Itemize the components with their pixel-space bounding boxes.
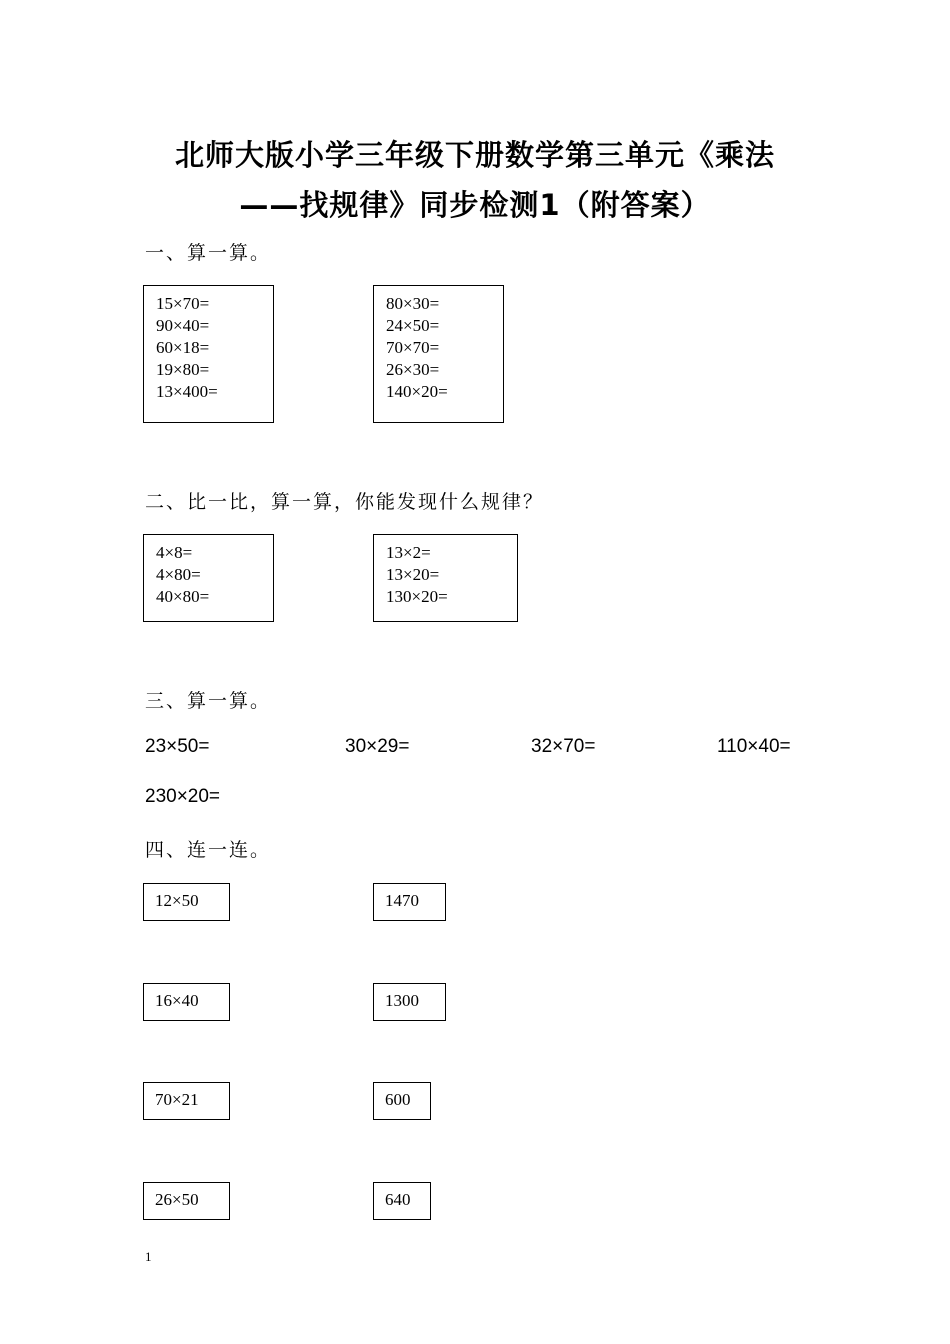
problem: 13×20= xyxy=(386,565,440,584)
problem: 110×40= xyxy=(717,736,791,757)
section-1-box-right xyxy=(373,285,504,423)
document-title-line-2: ——找规律》同步检测1（附答案） xyxy=(239,188,711,222)
problem: 230×20= xyxy=(145,786,221,807)
match-left-box[interactable]: 26×50 xyxy=(143,1182,230,1220)
problem: 24×50= xyxy=(386,316,440,335)
problem: 40×80= xyxy=(156,587,210,606)
problem: 90×40= xyxy=(156,316,210,335)
match-right-box[interactable]: 600 xyxy=(373,1082,431,1120)
section-3-heading: 三、算一算。 xyxy=(145,690,272,712)
problem: 19×80= xyxy=(156,360,210,379)
problem: 13×2= xyxy=(386,543,431,562)
document-title-line-1: 北师大版小学三年级下册数学第三单元《乘法 xyxy=(174,138,775,172)
match-left-box[interactable]: 70×21 xyxy=(143,1082,230,1120)
problem: 70×70= xyxy=(386,338,440,357)
problem: 60×18= xyxy=(156,338,210,357)
section-2-box-left xyxy=(143,534,274,622)
problem: 130×20= xyxy=(386,587,448,606)
problem: 4×8= xyxy=(156,543,193,562)
section-1-heading: 一、算一算。 xyxy=(145,242,272,264)
problem: 13×400= xyxy=(156,382,218,401)
problem: 4×80= xyxy=(156,565,201,584)
problem: 30×29= xyxy=(345,736,410,757)
match-right-box[interactable]: 1470 xyxy=(373,883,446,921)
problem: 26×30= xyxy=(386,360,440,379)
section-2-heading: 二、比一比，算一算，你能发现什么规律？ xyxy=(145,491,545,513)
match-left-box[interactable]: 16×40 xyxy=(143,983,230,1021)
page-number: 1 xyxy=(145,1249,152,1264)
problem: 23×50= xyxy=(145,736,210,757)
problem: 80×30= xyxy=(386,294,440,313)
section-4-heading: 四、连一连。 xyxy=(145,839,272,861)
problem: 32×70= xyxy=(531,736,596,757)
match-right-box[interactable]: 1300 xyxy=(373,983,446,1021)
match-right-box[interactable]: 640 xyxy=(373,1182,431,1220)
problem: 15×70= xyxy=(156,294,210,313)
section-1-box-left xyxy=(143,285,274,423)
match-left-box[interactable]: 12×50 xyxy=(143,883,230,921)
problem: 140×20= xyxy=(386,382,448,401)
section-2-box-right xyxy=(373,534,518,622)
